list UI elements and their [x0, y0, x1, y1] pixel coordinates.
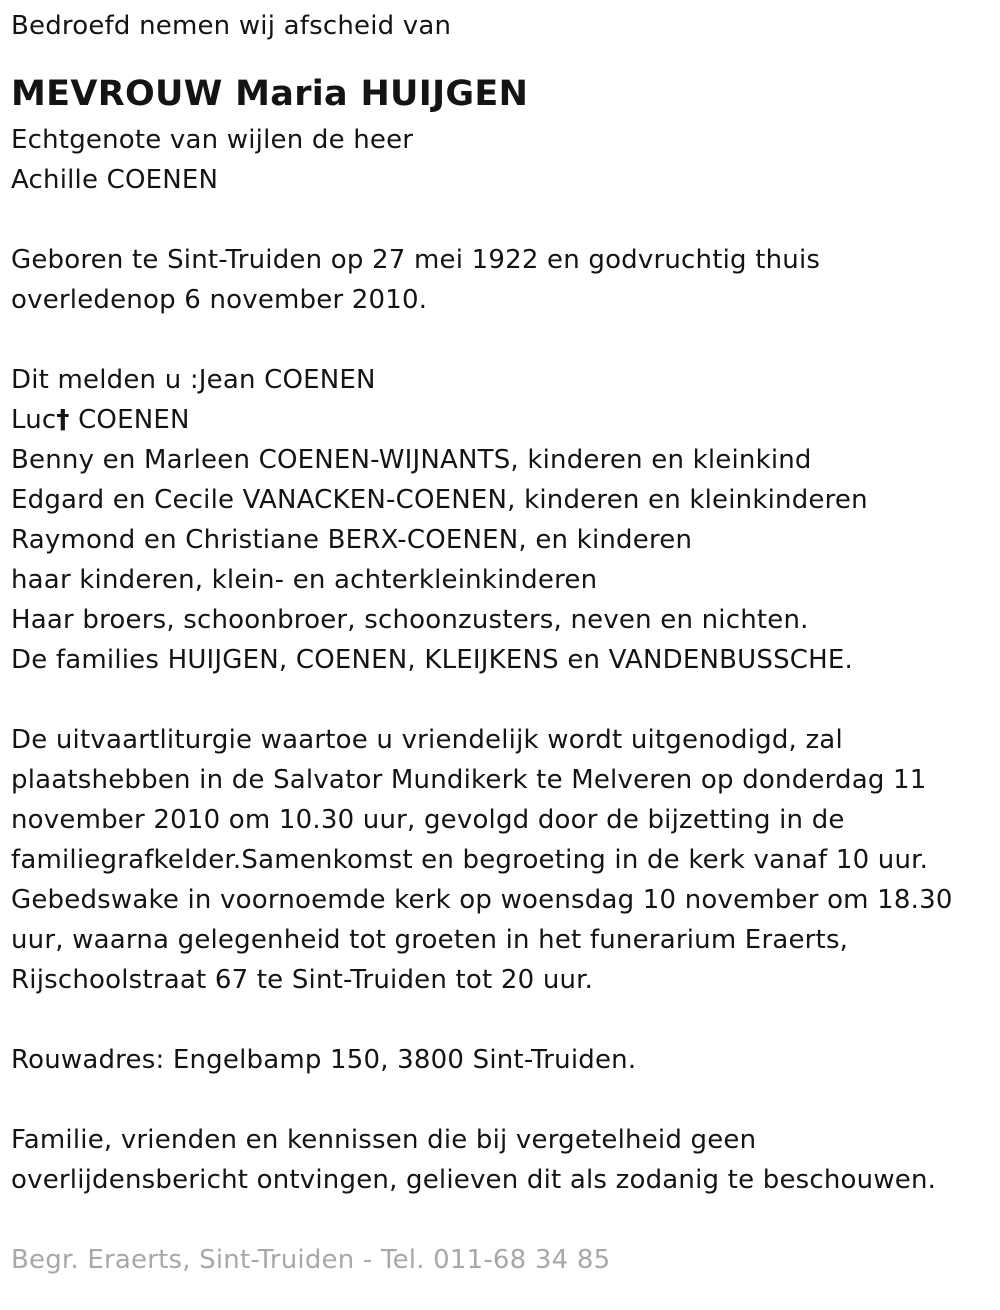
family-line-5: Raymond en Christiane BERX-COENEN, en kinderen — [11, 525, 693, 555]
family-line-2 — [11, 400, 991, 440]
family-line-8: De families HUIJGEN, COENEN, KLEIJKENS en VANDENBUSSCHE. — [11, 645, 854, 675]
spouse-line-1: Echtgenote van wijlen de heer — [11, 125, 414, 155]
spacer — [11, 320, 991, 360]
family-line-4: Edgard en Cecile VANACKEN-COENEN, kinderen en kleinkinderen — [11, 485, 868, 515]
family-member-name: Luc — [11, 405, 57, 435]
spouse-line-2: Achille COENEN — [11, 165, 219, 195]
mourning-address: Rouwadres: Engelbamp 150, 3800 Sint-Truiden. — [11, 1045, 637, 1075]
spacer — [11, 1000, 991, 1040]
birth-death-line-2: overledenop 6 november 2010. — [11, 285, 428, 315]
intro-text: Bedroefd nemen wij afscheid van — [11, 11, 452, 41]
birth-death-line-1: Geboren te Sint-Truiden op 27 mei 1922 en godvruchtig thuis — [11, 245, 821, 275]
funeral-line-3: november 2010 om 10.30 uur, gevolgd door de bijzetting in de — [11, 805, 845, 835]
spacer — [11, 200, 991, 240]
closing-line-2: overlijdensbericht ontvingen, gelieven dit als zodanig te beschouwen. — [11, 1165, 937, 1195]
family-line-1: Dit melden u :Jean COENEN — [11, 365, 376, 395]
cross-icon: † — [56, 405, 70, 435]
undertaker-info: Begr. Eraerts, Sint-Truiden - Tel. 011-68 34 85 — [11, 1245, 611, 1275]
funeral-line-1: De uitvaartliturgie waartoe u vriendelijk wordt uitgenodigd, zal — [11, 725, 843, 755]
family-line-7: Haar broers, schoonbroer, schoonzusters, neven en nichten. — [11, 605, 809, 635]
funeral-line-6: uur, waarna gelegenheid tot groeten in het funerarium Eraerts, — [11, 925, 849, 955]
death-notice — [11, 6, 991, 1280]
family-line-3: Benny en Marleen COENEN-WIJNANTS, kinderen en kleinkind — [11, 445, 812, 475]
spacer — [11, 1200, 991, 1240]
spacer — [11, 680, 991, 720]
deceased-name: MEVROUW Maria HUIJGEN — [11, 74, 529, 114]
funeral-line-2: plaatshebben in de Salvator Mundikerk te Melveren op donderdag 11 — [11, 765, 927, 795]
funeral-line-5: Gebedswake in voornoemde kerk op woensdag 10 november om 18.30 — [11, 885, 953, 915]
closing-line-1: Familie, vrienden en kennissen die bij vergetelheid geen — [11, 1125, 757, 1155]
spacer — [11, 1080, 991, 1120]
funeral-line-7: Rijschoolstraat 67 te Sint-Truiden tot 20 uur. — [11, 965, 594, 995]
funeral-line-4: familiegrafkelder.Samenkomst en begroeting in de kerk vanaf 10 uur. — [11, 845, 929, 875]
family-member-surname: COENEN — [69, 405, 190, 435]
family-line-6: haar kinderen, klein- en achterkleinkinderen — [11, 565, 598, 595]
